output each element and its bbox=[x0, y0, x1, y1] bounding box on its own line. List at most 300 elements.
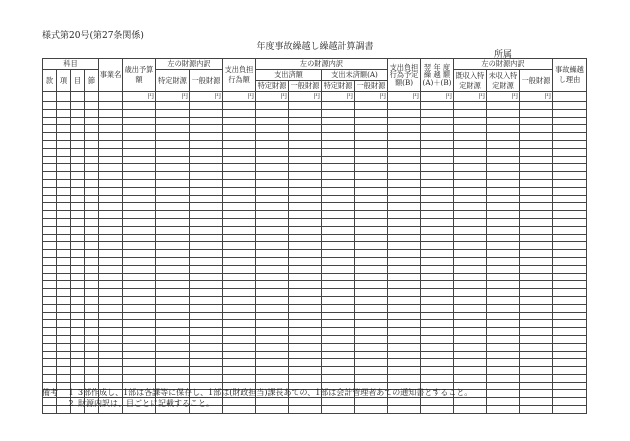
entry-cell[interactable] bbox=[454, 102, 487, 110]
entry-cell[interactable] bbox=[388, 289, 421, 297]
entry-cell[interactable] bbox=[487, 335, 520, 343]
entry-cell[interactable] bbox=[388, 312, 421, 320]
entry-cell[interactable] bbox=[487, 242, 520, 250]
entry-cell[interactable] bbox=[388, 203, 421, 211]
entry-cell[interactable] bbox=[123, 164, 156, 172]
entry-cell[interactable] bbox=[156, 289, 190, 297]
entry-cell[interactable] bbox=[156, 125, 190, 133]
entry-cell[interactable] bbox=[322, 156, 355, 164]
entry-cell[interactable] bbox=[123, 320, 156, 328]
entry-cell[interactable] bbox=[487, 320, 520, 328]
entry-cell[interactable] bbox=[388, 133, 421, 141]
entry-cell[interactable] bbox=[123, 304, 156, 312]
entry-cell[interactable] bbox=[454, 187, 487, 195]
entry-cell[interactable] bbox=[156, 320, 190, 328]
entry-cell[interactable] bbox=[156, 187, 190, 195]
entry-cell[interactable] bbox=[421, 343, 454, 351]
entry-cell[interactable] bbox=[71, 273, 85, 281]
entry-cell[interactable] bbox=[43, 312, 57, 320]
entry-cell[interactable] bbox=[421, 351, 454, 359]
entry-cell[interactable] bbox=[57, 335, 71, 343]
entry-cell[interactable] bbox=[421, 203, 454, 211]
entry-cell[interactable] bbox=[156, 156, 190, 164]
entry-cell[interactable] bbox=[256, 374, 289, 382]
entry-cell[interactable] bbox=[99, 117, 123, 125]
entry-cell[interactable] bbox=[454, 125, 487, 133]
entry-cell[interactable] bbox=[553, 374, 587, 382]
entry-cell[interactable] bbox=[71, 265, 85, 273]
entry-cell[interactable] bbox=[421, 133, 454, 141]
entry-row[interactable] bbox=[43, 367, 587, 375]
entry-cell[interactable] bbox=[322, 304, 355, 312]
entry-cell[interactable] bbox=[57, 234, 71, 242]
entry-cell[interactable] bbox=[256, 218, 289, 226]
entry-cell[interactable] bbox=[99, 164, 123, 172]
entry-cell[interactable] bbox=[487, 203, 520, 211]
entry-cell[interactable] bbox=[156, 343, 190, 351]
entry-cell[interactable] bbox=[223, 335, 256, 343]
entry-cell[interactable] bbox=[223, 359, 256, 367]
entry-cell[interactable] bbox=[123, 296, 156, 304]
entry-cell[interactable] bbox=[388, 109, 421, 117]
entry-cell[interactable] bbox=[421, 296, 454, 304]
entry-cell[interactable] bbox=[454, 312, 487, 320]
entry-cell[interactable] bbox=[553, 242, 587, 250]
entry-cell[interactable] bbox=[123, 281, 156, 289]
entry-cell[interactable] bbox=[223, 265, 256, 273]
entry-cell[interactable] bbox=[57, 195, 71, 203]
entry-cell[interactable] bbox=[43, 148, 57, 156]
entry-cell[interactable] bbox=[454, 296, 487, 304]
entry-cell[interactable] bbox=[156, 328, 190, 336]
entry-cell[interactable] bbox=[520, 226, 553, 234]
entry-cell[interactable] bbox=[71, 117, 85, 125]
entry-cell[interactable] bbox=[421, 281, 454, 289]
entry-row[interactable] bbox=[43, 109, 587, 117]
entry-cell[interactable] bbox=[85, 164, 99, 172]
entry-cell[interactable] bbox=[553, 195, 587, 203]
entry-cell[interactable] bbox=[99, 179, 123, 187]
entry-cell[interactable] bbox=[223, 320, 256, 328]
entry-cell[interactable] bbox=[520, 296, 553, 304]
entry-cell[interactable] bbox=[487, 406, 520, 414]
entry-cell[interactable] bbox=[156, 257, 190, 265]
entry-cell[interactable] bbox=[43, 250, 57, 258]
entry-cell[interactable] bbox=[520, 351, 553, 359]
entry-cell[interactable] bbox=[71, 218, 85, 226]
entry-cell[interactable] bbox=[85, 374, 99, 382]
entry-cell[interactable] bbox=[553, 234, 587, 242]
entry-cell[interactable] bbox=[71, 296, 85, 304]
entry-cell[interactable] bbox=[57, 117, 71, 125]
entry-cell[interactable] bbox=[123, 117, 156, 125]
entry-cell[interactable] bbox=[421, 117, 454, 125]
entry-cell[interactable] bbox=[190, 335, 223, 343]
entry-cell[interactable] bbox=[289, 117, 322, 125]
entry-cell[interactable] bbox=[487, 273, 520, 281]
entry-cell[interactable] bbox=[256, 257, 289, 265]
entry-cell[interactable] bbox=[85, 140, 99, 148]
entry-cell[interactable] bbox=[553, 109, 587, 117]
entry-cell[interactable] bbox=[520, 390, 553, 398]
entry-cell[interactable] bbox=[256, 242, 289, 250]
entry-cell[interactable] bbox=[156, 133, 190, 141]
entry-cell[interactable] bbox=[223, 117, 256, 125]
entry-cell[interactable] bbox=[289, 320, 322, 328]
entry-cell[interactable] bbox=[123, 273, 156, 281]
entry-cell[interactable] bbox=[454, 328, 487, 336]
entry-cell[interactable] bbox=[57, 187, 71, 195]
entry-cell[interactable] bbox=[43, 156, 57, 164]
entry-cell[interactable] bbox=[355, 226, 388, 234]
entry-cell[interactable] bbox=[99, 367, 123, 375]
entry-cell[interactable] bbox=[43, 102, 57, 110]
entry-cell[interactable] bbox=[388, 117, 421, 125]
entry-cell[interactable] bbox=[454, 359, 487, 367]
entry-cell[interactable] bbox=[85, 296, 99, 304]
entry-cell[interactable] bbox=[71, 164, 85, 172]
entry-cell[interactable] bbox=[454, 289, 487, 297]
entry-cell[interactable] bbox=[553, 102, 587, 110]
entry-cell[interactable] bbox=[190, 320, 223, 328]
entry-cell[interactable] bbox=[71, 172, 85, 180]
entry-cell[interactable] bbox=[256, 281, 289, 289]
entry-cell[interactable] bbox=[256, 179, 289, 187]
entry-cell[interactable] bbox=[388, 351, 421, 359]
entry-cell[interactable] bbox=[520, 203, 553, 211]
entry-cell[interactable] bbox=[57, 328, 71, 336]
entry-cell[interactable] bbox=[85, 367, 99, 375]
entry-cell[interactable] bbox=[123, 289, 156, 297]
entry-cell[interactable] bbox=[71, 312, 85, 320]
entry-cell[interactable] bbox=[43, 296, 57, 304]
entry-cell[interactable] bbox=[355, 148, 388, 156]
entry-cell[interactable] bbox=[553, 296, 587, 304]
entry-row[interactable] bbox=[43, 148, 587, 156]
entry-cell[interactable] bbox=[454, 273, 487, 281]
entry-cell[interactable] bbox=[99, 281, 123, 289]
entry-cell[interactable] bbox=[190, 296, 223, 304]
entry-cell[interactable] bbox=[553, 117, 587, 125]
entry-cell[interactable] bbox=[123, 203, 156, 211]
entry-cell[interactable] bbox=[156, 273, 190, 281]
entry-cell[interactable] bbox=[123, 250, 156, 258]
entry-cell[interactable] bbox=[256, 211, 289, 219]
entry-cell[interactable] bbox=[421, 273, 454, 281]
entry-cell[interactable] bbox=[421, 195, 454, 203]
entry-cell[interactable] bbox=[190, 133, 223, 141]
entry-cell[interactable] bbox=[57, 109, 71, 117]
entry-cell[interactable] bbox=[553, 312, 587, 320]
entry-cell[interactable] bbox=[289, 195, 322, 203]
entry-cell[interactable] bbox=[57, 164, 71, 172]
entry-cell[interactable] bbox=[123, 218, 156, 226]
entry-cell[interactable] bbox=[256, 296, 289, 304]
entry-cell[interactable] bbox=[520, 187, 553, 195]
entry-cell[interactable] bbox=[156, 304, 190, 312]
entry-cell[interactable] bbox=[156, 234, 190, 242]
entry-cell[interactable] bbox=[520, 335, 553, 343]
entry-cell[interactable] bbox=[487, 257, 520, 265]
entry-cell[interactable] bbox=[123, 265, 156, 273]
entry-cell[interactable] bbox=[487, 289, 520, 297]
entry-cell[interactable] bbox=[520, 304, 553, 312]
entry-cell[interactable] bbox=[355, 312, 388, 320]
entry-cell[interactable] bbox=[289, 351, 322, 359]
entry-cell[interactable] bbox=[421, 335, 454, 343]
entry-cell[interactable] bbox=[322, 164, 355, 172]
entry-cell[interactable] bbox=[289, 234, 322, 242]
entry-cell[interactable] bbox=[99, 211, 123, 219]
entry-cell[interactable] bbox=[256, 187, 289, 195]
entry-cell[interactable] bbox=[85, 125, 99, 133]
entry-cell[interactable] bbox=[223, 179, 256, 187]
entry-cell[interactable] bbox=[421, 218, 454, 226]
entry-cell[interactable] bbox=[355, 125, 388, 133]
entry-cell[interactable] bbox=[43, 374, 57, 382]
entry-cell[interactable] bbox=[156, 140, 190, 148]
entry-cell[interactable] bbox=[454, 234, 487, 242]
entry-cell[interactable] bbox=[421, 187, 454, 195]
entry-cell[interactable] bbox=[256, 117, 289, 125]
entry-cell[interactable] bbox=[487, 382, 520, 390]
entry-cell[interactable] bbox=[99, 109, 123, 117]
entry-cell[interactable] bbox=[487, 226, 520, 234]
entry-cell[interactable] bbox=[388, 250, 421, 258]
entry-cell[interactable] bbox=[289, 242, 322, 250]
entry-cell[interactable] bbox=[223, 312, 256, 320]
entry-cell[interactable] bbox=[322, 250, 355, 258]
entry-cell[interactable] bbox=[388, 328, 421, 336]
entry-cell[interactable] bbox=[454, 367, 487, 375]
entry-row[interactable] bbox=[43, 187, 587, 195]
entry-cell[interactable] bbox=[71, 109, 85, 117]
entry-cell[interactable] bbox=[57, 218, 71, 226]
entry-cell[interactable] bbox=[190, 250, 223, 258]
entry-cell[interactable] bbox=[355, 351, 388, 359]
entry-cell[interactable] bbox=[388, 320, 421, 328]
entry-cell[interactable] bbox=[43, 343, 57, 351]
entry-cell[interactable] bbox=[322, 257, 355, 265]
entry-cell[interactable] bbox=[256, 234, 289, 242]
entry-cell[interactable] bbox=[43, 273, 57, 281]
entry-cell[interactable] bbox=[553, 226, 587, 234]
entry-cell[interactable] bbox=[322, 148, 355, 156]
entry-cell[interactable] bbox=[190, 234, 223, 242]
entry-cell[interactable] bbox=[520, 359, 553, 367]
entry-cell[interactable] bbox=[487, 367, 520, 375]
entry-cell[interactable] bbox=[487, 117, 520, 125]
entry-cell[interactable] bbox=[520, 406, 553, 414]
entry-cell[interactable] bbox=[520, 102, 553, 110]
entry-cell[interactable] bbox=[421, 328, 454, 336]
entry-cell[interactable] bbox=[71, 281, 85, 289]
entry-cell[interactable] bbox=[454, 203, 487, 211]
entry-cell[interactable] bbox=[223, 125, 256, 133]
entry-cell[interactable] bbox=[85, 328, 99, 336]
entry-row[interactable] bbox=[43, 195, 587, 203]
entry-row[interactable] bbox=[43, 257, 587, 265]
entry-cell[interactable] bbox=[289, 140, 322, 148]
entry-cell[interactable] bbox=[322, 172, 355, 180]
entry-cell[interactable] bbox=[355, 156, 388, 164]
entry-cell[interactable] bbox=[123, 328, 156, 336]
entry-cell[interactable] bbox=[85, 335, 99, 343]
entry-cell[interactable] bbox=[223, 257, 256, 265]
entry-row[interactable] bbox=[43, 234, 587, 242]
entry-cell[interactable] bbox=[487, 390, 520, 398]
entry-cell[interactable] bbox=[43, 218, 57, 226]
entry-cell[interactable] bbox=[43, 140, 57, 148]
entry-cell[interactable] bbox=[71, 367, 85, 375]
entry-cell[interactable] bbox=[85, 281, 99, 289]
entry-cell[interactable] bbox=[71, 328, 85, 336]
entry-cell[interactable] bbox=[388, 172, 421, 180]
entry-cell[interactable] bbox=[85, 304, 99, 312]
entry-cell[interactable] bbox=[71, 203, 85, 211]
entry-cell[interactable] bbox=[520, 195, 553, 203]
entry-row[interactable] bbox=[43, 140, 587, 148]
entry-cell[interactable] bbox=[289, 374, 322, 382]
entry-cell[interactable] bbox=[190, 265, 223, 273]
entry-cell[interactable] bbox=[99, 226, 123, 234]
entry-cell[interactable] bbox=[553, 164, 587, 172]
entry-cell[interactable] bbox=[85, 312, 99, 320]
entry-row[interactable] bbox=[43, 273, 587, 281]
entry-cell[interactable] bbox=[99, 265, 123, 273]
entry-cell[interactable] bbox=[289, 289, 322, 297]
entry-cell[interactable] bbox=[85, 102, 99, 110]
entry-cell[interactable] bbox=[85, 156, 99, 164]
entry-cell[interactable] bbox=[57, 203, 71, 211]
entry-cell[interactable] bbox=[57, 281, 71, 289]
entry-cell[interactable] bbox=[520, 257, 553, 265]
entry-cell[interactable] bbox=[190, 125, 223, 133]
entry-cell[interactable] bbox=[454, 320, 487, 328]
entry-cell[interactable] bbox=[43, 109, 57, 117]
entry-cell[interactable] bbox=[85, 265, 99, 273]
entry-cell[interactable] bbox=[322, 140, 355, 148]
entry-cell[interactable] bbox=[156, 148, 190, 156]
entry-cell[interactable] bbox=[99, 374, 123, 382]
entry-cell[interactable] bbox=[322, 179, 355, 187]
entry-cell[interactable] bbox=[322, 273, 355, 281]
entry-cell[interactable] bbox=[553, 265, 587, 273]
entry-cell[interactable] bbox=[156, 374, 190, 382]
entry-cell[interactable] bbox=[421, 109, 454, 117]
entry-cell[interactable] bbox=[256, 328, 289, 336]
entry-cell[interactable] bbox=[43, 351, 57, 359]
entry-row[interactable] bbox=[43, 133, 587, 141]
entry-cell[interactable] bbox=[289, 133, 322, 141]
entry-cell[interactable] bbox=[123, 140, 156, 148]
entry-cell[interactable] bbox=[388, 125, 421, 133]
entry-cell[interactable] bbox=[487, 250, 520, 258]
entry-cell[interactable] bbox=[57, 359, 71, 367]
entry-cell[interactable] bbox=[289, 328, 322, 336]
entry-cell[interactable] bbox=[71, 359, 85, 367]
entry-cell[interactable] bbox=[322, 328, 355, 336]
entry-cell[interactable] bbox=[85, 351, 99, 359]
entry-cell[interactable] bbox=[421, 164, 454, 172]
entry-cell[interactable] bbox=[57, 367, 71, 375]
entry-cell[interactable] bbox=[289, 343, 322, 351]
entry-cell[interactable] bbox=[388, 226, 421, 234]
entry-cell[interactable] bbox=[289, 218, 322, 226]
entry-cell[interactable] bbox=[520, 156, 553, 164]
entry-row[interactable] bbox=[43, 179, 587, 187]
entry-cell[interactable] bbox=[223, 281, 256, 289]
entry-cell[interactable] bbox=[388, 156, 421, 164]
entry-cell[interactable] bbox=[454, 226, 487, 234]
entry-cell[interactable] bbox=[355, 328, 388, 336]
entry-cell[interactable] bbox=[57, 296, 71, 304]
entry-cell[interactable] bbox=[322, 218, 355, 226]
entry-cell[interactable] bbox=[156, 203, 190, 211]
entry-cell[interactable] bbox=[85, 226, 99, 234]
entry-row[interactable] bbox=[43, 304, 587, 312]
entry-cell[interactable] bbox=[454, 117, 487, 125]
entry-cell[interactable] bbox=[289, 257, 322, 265]
entry-cell[interactable] bbox=[223, 328, 256, 336]
entry-cell[interactable] bbox=[57, 351, 71, 359]
entry-cell[interactable] bbox=[123, 234, 156, 242]
entry-cell[interactable] bbox=[256, 195, 289, 203]
entry-cell[interactable] bbox=[71, 374, 85, 382]
entry-cell[interactable] bbox=[355, 374, 388, 382]
entry-cell[interactable] bbox=[99, 359, 123, 367]
entry-cell[interactable] bbox=[520, 125, 553, 133]
entry-cell[interactable] bbox=[43, 304, 57, 312]
entry-cell[interactable] bbox=[99, 296, 123, 304]
entry-row[interactable] bbox=[43, 312, 587, 320]
entry-cell[interactable] bbox=[355, 133, 388, 141]
entry-cell[interactable] bbox=[355, 234, 388, 242]
entry-cell[interactable] bbox=[85, 273, 99, 281]
entry-cell[interactable] bbox=[388, 359, 421, 367]
entry-cell[interactable] bbox=[388, 218, 421, 226]
entry-cell[interactable] bbox=[487, 281, 520, 289]
entry-cell[interactable] bbox=[190, 211, 223, 219]
entry-cell[interactable] bbox=[388, 102, 421, 110]
entry-cell[interactable] bbox=[123, 195, 156, 203]
entry-cell[interactable] bbox=[520, 211, 553, 219]
entry-cell[interactable] bbox=[355, 289, 388, 297]
entry-cell[interactable] bbox=[487, 187, 520, 195]
entry-cell[interactable] bbox=[487, 343, 520, 351]
entry-cell[interactable] bbox=[85, 234, 99, 242]
entry-cell[interactable] bbox=[123, 242, 156, 250]
entry-cell[interactable] bbox=[123, 179, 156, 187]
entry-row[interactable] bbox=[43, 226, 587, 234]
entry-cell[interactable] bbox=[190, 195, 223, 203]
entry-cell[interactable] bbox=[99, 102, 123, 110]
entry-cell[interactable] bbox=[289, 102, 322, 110]
entry-cell[interactable] bbox=[71, 102, 85, 110]
entry-cell[interactable] bbox=[156, 109, 190, 117]
entry-cell[interactable] bbox=[454, 257, 487, 265]
entry-cell[interactable] bbox=[223, 250, 256, 258]
entry-cell[interactable] bbox=[57, 156, 71, 164]
entry-row[interactable] bbox=[43, 374, 587, 382]
entry-cell[interactable] bbox=[99, 242, 123, 250]
entry-row[interactable] bbox=[43, 218, 587, 226]
entry-cell[interactable] bbox=[520, 133, 553, 141]
entry-cell[interactable] bbox=[156, 211, 190, 219]
entry-cell[interactable] bbox=[487, 164, 520, 172]
entry-cell[interactable] bbox=[156, 195, 190, 203]
entry-row[interactable] bbox=[43, 351, 587, 359]
